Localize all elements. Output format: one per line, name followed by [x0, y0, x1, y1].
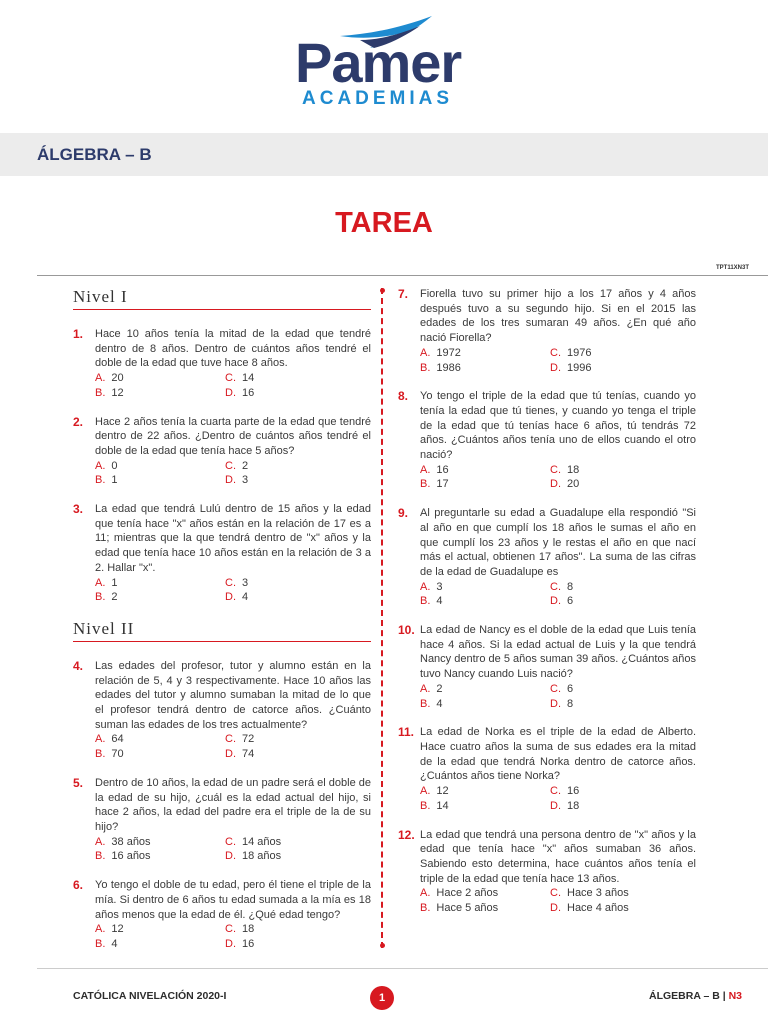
question-text: La edad de Nancy es el doble de la edad que Luis tenía hace 4 años. Si la edad actual de Luis y la que tendrá Nancy dentro de 5 años suman 39 años. ¿Cuántos años tuvo Nancy cuando Luis nació?	[420, 624, 696, 681]
option-letter: A.	[95, 733, 106, 746]
option-value: 70	[111, 748, 124, 761]
answer-option	[420, 477, 550, 492]
option-letter: C.	[225, 576, 236, 589]
option-letter: D.	[225, 937, 236, 950]
option-letter: D.	[550, 697, 561, 710]
question-number: 1.	[73, 327, 84, 341]
answer-option	[225, 747, 355, 762]
answer-option	[225, 386, 355, 401]
answer-option	[420, 682, 550, 697]
answer-option	[420, 361, 550, 376]
answer-options	[420, 463, 696, 492]
answer-option	[225, 835, 355, 850]
option-letter: A.	[420, 346, 431, 359]
option-value: 12	[111, 923, 124, 936]
answer-options	[95, 922, 371, 951]
document-code: TPT11XN3T	[715, 265, 749, 271]
answer-option	[420, 901, 550, 916]
answer-option	[95, 371, 225, 386]
option-letter: D.	[550, 799, 561, 812]
answer-options	[95, 459, 371, 488]
option-letter: B.	[420, 361, 431, 374]
answer-option	[225, 732, 355, 747]
question-number: 8.	[398, 389, 409, 404]
question-number: 4.	[73, 658, 84, 673]
option-value: 1976	[567, 346, 592, 359]
answer-option	[225, 937, 355, 952]
option-letter: B.	[95, 748, 106, 761]
option-value: 2	[436, 682, 443, 695]
option-value: 20	[567, 478, 580, 491]
answer-option	[420, 463, 550, 478]
answer-option	[225, 459, 355, 474]
option-letter: B.	[95, 591, 106, 604]
option-letter: A.	[95, 576, 106, 589]
option-value: 0	[111, 459, 118, 472]
option-letter: A.	[420, 785, 431, 798]
option-letter: D.	[550, 902, 561, 915]
question-item	[73, 659, 371, 762]
answer-option	[550, 697, 680, 712]
question-text: Hace 2 años tenía la cuarta parte de la edad que tendré dentro de 22 años. ¿Dentro de cuántos años tendré el doble de la edad que tenía hace 5 años?	[95, 415, 371, 457]
question-text: Yo tengo el doble de tu edad, pero él tiene el triple de la mía. Si dentro de 6 años tu edad sumada a la mía es 18 años menos que la edad de él. ¿Qué edad tengo?	[95, 879, 371, 921]
option-value: 2	[111, 591, 118, 604]
answer-option	[95, 473, 225, 488]
option-value: 1	[111, 474, 118, 487]
answer-option	[550, 477, 680, 492]
option-value: 6	[567, 682, 574, 695]
option-value: 14	[436, 799, 449, 812]
right-column	[398, 287, 696, 930]
question-item	[73, 502, 371, 605]
option-value: 1	[111, 576, 118, 589]
answer-option	[95, 747, 225, 762]
option-value: Hace 2 años	[436, 887, 499, 900]
answer-option	[550, 580, 680, 595]
answer-option	[550, 682, 680, 697]
option-letter: C.	[225, 733, 236, 746]
option-value: 16	[242, 937, 255, 950]
question-text: La edad que tendrá Lulú dentro de 15 años y la edad que tenía hace "x" años están en la relación de 17 es a 11; mientras que la que tendrá dentro de "x" años y la edad que tenía hace 10 años están en la relación de 3 a 2. Hallar "x".	[95, 503, 371, 574]
answer-option	[95, 732, 225, 747]
answer-option	[420, 799, 550, 814]
option-value: 14	[242, 372, 255, 385]
question-item	[73, 327, 371, 401]
footer-level: N3	[728, 990, 742, 1002]
answer-option	[225, 576, 355, 591]
level-heading: Nivel II	[73, 619, 371, 642]
question-text: Yo tengo el triple de la edad que tú tenías, cuando yo tenía la edad que tú tienes, y cuando yo tenga el triple de la edad que tú tenías hace 6 años, tú tendrás 72 años. ¿Cuántos años tenía uno de ellos cuando el otro nació?	[420, 390, 696, 462]
question-number: 3.	[73, 502, 84, 517]
question-item	[73, 878, 371, 952]
answer-option	[95, 576, 225, 591]
question-number: 2.	[73, 414, 84, 429]
question-item	[73, 776, 371, 864]
answer-option	[420, 580, 550, 595]
option-letter: C.	[550, 346, 561, 359]
question-number: 10.	[398, 623, 415, 638]
option-letter: C.	[225, 372, 236, 385]
option-value: Hace 5 años	[436, 902, 499, 915]
option-value: 16	[567, 785, 580, 798]
option-letter: C.	[550, 580, 561, 593]
answer-option	[225, 849, 355, 864]
option-value: 3	[242, 474, 249, 487]
option-letter: D.	[225, 591, 236, 604]
question-item	[398, 828, 696, 916]
option-value: 18 años	[242, 850, 282, 863]
option-value: 74	[242, 748, 255, 761]
option-letter: A.	[95, 835, 106, 848]
option-value: 1972	[436, 346, 461, 359]
answer-option	[95, 922, 225, 937]
level-heading: Nivel I	[73, 287, 371, 310]
option-value: 72	[242, 733, 255, 746]
option-letter: C.	[225, 835, 236, 848]
answer-option	[225, 371, 355, 386]
answer-option	[95, 835, 225, 850]
question-number: 12.	[398, 827, 415, 842]
answer-option	[550, 799, 680, 814]
answer-option	[550, 346, 680, 361]
option-value: 12	[111, 386, 124, 399]
subject-title: ÁLGEBRA – B	[37, 145, 152, 164]
question-text: Al preguntarle su edad a Guadalupe ella respondió "Si al año en que cumplí los 18 años le sumas el año en que cumplí los 23 años y le restas el año en que nací más el actual, obtienen 17 años". La suma de las cifras de la edad de Guadalupe es	[420, 507, 696, 578]
brand-subtitle: ACADEMIAS	[302, 88, 454, 109]
option-value: 16	[436, 463, 449, 476]
question-number: 9.	[398, 506, 409, 521]
option-value: 8	[567, 580, 574, 593]
answer-option	[95, 937, 225, 952]
option-value: 17	[436, 478, 449, 491]
option-letter: D.	[225, 474, 236, 487]
answer-option	[550, 784, 680, 799]
question-text: Fiorella tuvo su primer hijo a los 17 años y 4 años después tuvo a su segundo hijo. Si en el 2015 las edades de los tres sumaran 49 años. ¿En qué año nació Fiorella?	[420, 288, 696, 345]
option-value: 8	[567, 697, 574, 710]
option-letter: D.	[225, 748, 236, 761]
option-value: 18	[567, 463, 580, 476]
question-item	[398, 506, 696, 609]
option-letter: A.	[95, 459, 106, 472]
brand-name: Pamer	[295, 31, 462, 94]
option-value: 4	[111, 937, 118, 950]
question-text: Hace 10 años tenía la mitad de la edad que tendré dentro de 8 años. Dentro de cuántos años tendré el doble de la edad que tuve hace 8 años.	[95, 328, 371, 370]
option-letter: D.	[550, 595, 561, 608]
answer-option	[550, 901, 680, 916]
option-letter: A.	[420, 682, 431, 695]
option-letter: A.	[420, 887, 431, 900]
answer-options	[420, 784, 696, 813]
option-value: 4	[436, 595, 443, 608]
option-letter: C.	[550, 887, 561, 900]
option-value: 2	[242, 459, 249, 472]
option-value: Hace 4 años	[567, 902, 629, 915]
answer-option	[420, 346, 550, 361]
page-title: TAREA	[335, 207, 433, 239]
footer-subject-text: ÁLGEBRA – B |	[649, 990, 729, 1002]
option-letter: C.	[225, 459, 236, 472]
answer-option	[420, 886, 550, 901]
question-item	[398, 389, 696, 492]
option-letter: D.	[225, 850, 236, 863]
column-divider	[381, 288, 383, 948]
option-letter: B.	[95, 474, 106, 487]
top-rule	[37, 275, 768, 276]
answer-option	[225, 922, 355, 937]
left-column	[73, 287, 371, 966]
question-number: 7.	[398, 287, 409, 301]
answer-options	[420, 346, 696, 375]
question-item	[398, 623, 696, 711]
question-number: 11.	[398, 725, 415, 740]
answer-option	[225, 473, 355, 488]
option-value: 64	[111, 733, 124, 746]
question-text: La edad de Norka es el triple de la edad de Alberto. Hace cuatro años la suma de sus edades era la mitad de la edad que tendrá Norka dentro de catorce años. ¿Cuántos años tiene Norka?	[420, 726, 696, 783]
option-letter: C.	[550, 463, 561, 476]
option-letter: C.	[550, 785, 561, 798]
option-value: 4	[436, 697, 443, 710]
option-value: 1996	[567, 361, 592, 374]
option-letter: D.	[550, 478, 561, 491]
answer-option	[420, 594, 550, 609]
option-value: 3	[436, 580, 443, 593]
footer-subject	[649, 990, 742, 1002]
answer-options	[420, 682, 696, 711]
option-letter: B.	[95, 386, 106, 399]
option-value: 14 años	[242, 835, 282, 848]
answer-option	[95, 386, 225, 401]
option-value: 38 años	[111, 835, 151, 848]
option-letter: B.	[95, 937, 106, 950]
answer-option	[95, 590, 225, 605]
option-value: 3	[242, 576, 249, 589]
question-item	[398, 725, 696, 813]
divider-dot	[380, 943, 385, 948]
divider-dot	[380, 288, 385, 293]
answer-option	[550, 594, 680, 609]
option-letter: B.	[95, 850, 106, 863]
question-text: Dentro de 10 años, la edad de un padre será el doble de la edad de su hijo, ¿cuál es la edad actual del hijo, si hace 2 años, la edad del padre era el triple de la de su hijo?	[95, 776, 371, 833]
option-letter: A.	[420, 580, 431, 593]
option-letter: D.	[225, 386, 236, 399]
answer-option	[550, 361, 680, 376]
option-letter: A.	[420, 463, 431, 476]
answer-option	[550, 463, 680, 478]
answer-options	[95, 371, 371, 400]
option-letter: B.	[420, 478, 431, 491]
question-item	[73, 415, 371, 489]
pamer-logo	[0, 0, 768, 130]
question-number: 5.	[73, 775, 84, 790]
answer-option	[95, 459, 225, 474]
answer-options	[95, 835, 371, 864]
footer-course: CATÓLICA NIVELACIÓN 2020-I	[73, 990, 227, 1002]
option-letter: C.	[550, 682, 561, 695]
question-text: La edad que tendrá una persona dentro de "x" años y la edad que tenía hace "x" años sumaban 36 años. Sabiendo esto determina, hace cuántos años tenía el triple de la edad que tenía hace 13 años.	[420, 828, 696, 885]
question-text: Las edades del profesor, tutor y alumno están en la relación de 5, 4 y 3 respectivamente. Hace 10 años las edades del tutor y alumno sumaban la mitad de lo que el profesor tendrá dentro de catorce años. ¿Cuánto suman las edades de los tres actualmente?	[95, 659, 371, 731]
option-letter: A.	[95, 372, 106, 385]
question-item	[398, 287, 696, 375]
answer-options	[420, 580, 696, 609]
page-number: 1	[370, 986, 394, 1010]
answer-options	[420, 886, 696, 915]
option-letter: B.	[420, 902, 431, 915]
answer-options	[95, 732, 371, 761]
answer-option	[550, 886, 680, 901]
option-letter: B.	[420, 697, 431, 710]
option-letter: C.	[225, 923, 236, 936]
option-letter: D.	[550, 361, 561, 374]
option-value: 20	[111, 372, 124, 385]
footer-rule	[37, 968, 768, 969]
option-value: 4	[242, 591, 249, 604]
option-value: 16 años	[111, 850, 151, 863]
option-value: 16	[242, 386, 255, 399]
option-letter: A.	[95, 923, 106, 936]
option-value: 12	[436, 785, 449, 798]
question-number: 6.	[73, 878, 84, 893]
option-value: Hace 3 años	[567, 887, 629, 900]
option-value: 18	[567, 799, 580, 812]
option-value: 6	[567, 595, 574, 608]
option-letter: B.	[420, 595, 431, 608]
option-value: 18	[242, 923, 255, 936]
answer-option	[225, 590, 355, 605]
option-letter: B.	[420, 799, 431, 812]
answer-option	[420, 784, 550, 799]
answer-option	[420, 697, 550, 712]
option-value: 1986	[436, 361, 461, 374]
answer-options	[95, 576, 371, 605]
answer-option	[95, 849, 225, 864]
